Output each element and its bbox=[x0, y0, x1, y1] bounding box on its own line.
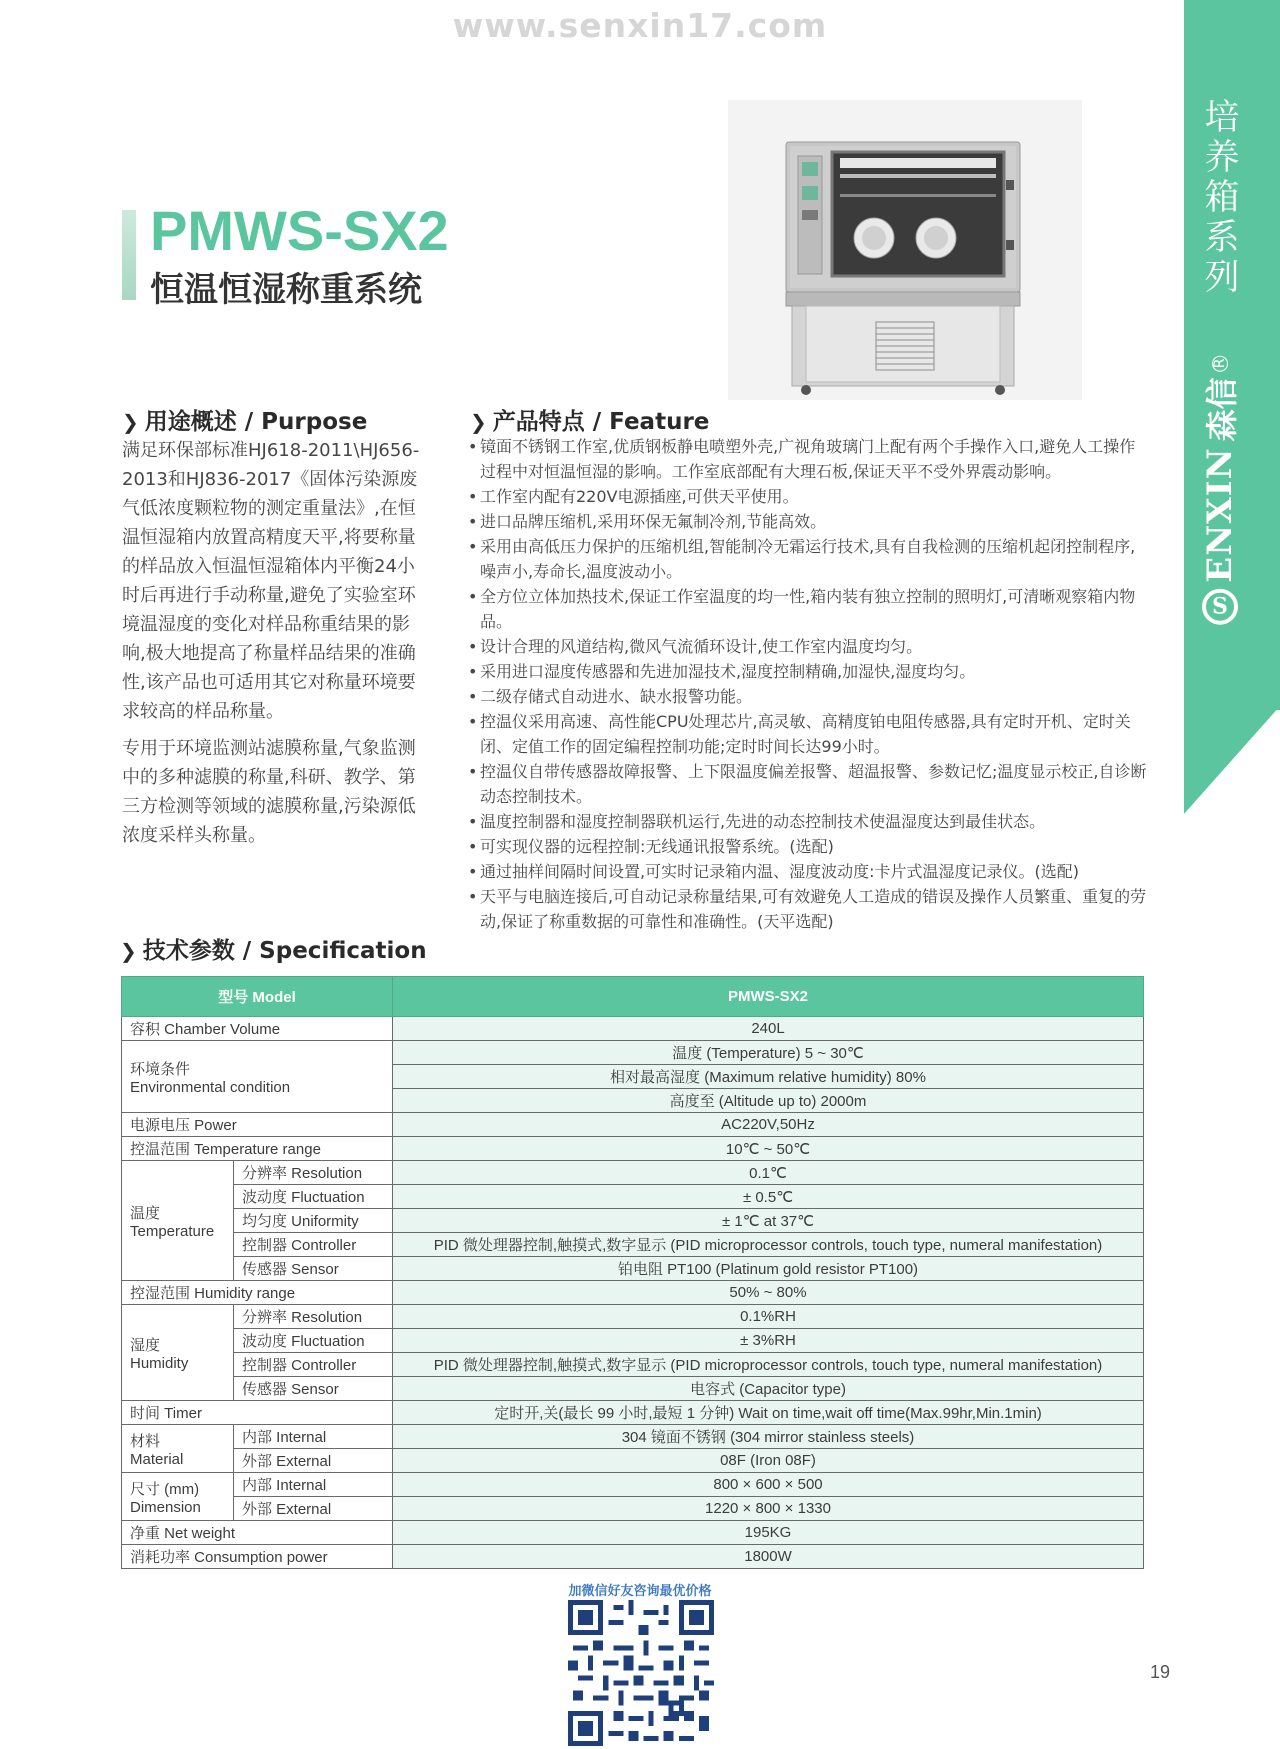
spec-value: ± 1℃ at 37℃ bbox=[393, 1209, 1144, 1233]
qr-code-icon[interactable] bbox=[568, 1600, 714, 1746]
spec-label: 控温范围 Temperature range bbox=[122, 1137, 393, 1161]
series-title-char: 列 bbox=[1204, 258, 1240, 298]
feature-item: • 可实现仪器的远程控制:无线通讯报警系统。(选配) bbox=[468, 834, 1148, 859]
spec-value: 50% ~ 80% bbox=[393, 1281, 1144, 1305]
spec-group-label-cn: 环境条件 bbox=[130, 1060, 191, 1078]
spec-label: 净重 Net weight bbox=[122, 1521, 393, 1545]
spec-value: 0.1%RH bbox=[393, 1305, 1144, 1329]
spec-label: 控湿范围 Humidity range bbox=[122, 1281, 393, 1305]
product-image bbox=[728, 100, 1082, 400]
table-row bbox=[122, 1041, 1144, 1065]
series-title-char: 箱 bbox=[1204, 178, 1240, 218]
spec-value: ± 0.5℃ bbox=[393, 1185, 1144, 1209]
series-title-char: 系 bbox=[1204, 218, 1240, 258]
spec-value: 定时开,关(最长 99 小时,最短 1 分钟) Wait on time,wait off time(Max.99hr,Min.1min) bbox=[393, 1401, 1144, 1425]
feature-item: • 天平与电脑连接后,可自动记录称量结果,可有效避免人工造成的错误及操作人员繁重、重复的劳动,保证了称重数据的可靠性和准确性。(天平选配) bbox=[468, 884, 1148, 934]
spec-value: 304 镜面不锈钢 (304 mirror stainless steels) bbox=[393, 1425, 1144, 1449]
table-row bbox=[122, 1017, 1144, 1041]
spec-heading-text: 技术参数 / Specification bbox=[142, 938, 427, 964]
feature-item: • 控温仪自带传感器故障报警、上下限温度偏差报警、超温报警、参数记忆;温度显示校正,自诊断动态控制技术。 bbox=[468, 759, 1148, 809]
spec-header-model-label: 型号 Model bbox=[122, 977, 393, 1017]
spec-label: 电源电压 Power bbox=[122, 1113, 393, 1137]
spec-heading bbox=[120, 932, 427, 965]
spec-group-label-en: Material bbox=[130, 1450, 184, 1468]
spec-label: 时间 Timer bbox=[122, 1401, 393, 1425]
purpose-paragraph: 专用于环境监测站滤膜称量,气象监测中的多种滤膜的称量,科研、教学、第三方检测等领域的滤膜称量,污染源低浓度采样头称量。 bbox=[122, 738, 416, 846]
spec-sublabel: 内部 Internal bbox=[234, 1425, 393, 1449]
purpose-heading-text: 用途概述 / Purpose bbox=[144, 409, 368, 435]
feature-item: • 镜面不锈钢工作室,优质钢板静电喷塑外壳,广视角玻璃门上配有两个手操作入口,避免人工操作过程中对恒温恒湿的影响。工作室底部配有大理石板,保证天平不受外界震动影响。 bbox=[468, 434, 1148, 484]
spec-sublabel: 控制器 Controller bbox=[234, 1353, 393, 1377]
spec-group-label-en: Humidity bbox=[130, 1354, 189, 1372]
table-row bbox=[122, 1401, 1144, 1425]
spec-value: PID 微处理器控制,触摸式,数字显示 (PID microprocessor controls, touch type, numeral manifestation) bbox=[393, 1353, 1144, 1377]
feature-item: • 全方位立体加热技术,保证工作室温度的均一性,箱内装有独立控制的照明灯,可清晰观察箱内物品。 bbox=[468, 584, 1148, 634]
table-row bbox=[122, 1497, 1144, 1521]
model-title: PMWS-SX2 bbox=[150, 199, 449, 262]
spec-label: 消耗功率 Consumption power bbox=[122, 1545, 393, 1569]
chamber-illustration bbox=[728, 100, 1082, 400]
table-row bbox=[122, 1425, 1144, 1449]
spec-value: 0.1℃ bbox=[393, 1161, 1144, 1185]
series-title-char: 培 bbox=[1204, 98, 1240, 138]
spec-sublabel: 外部 External bbox=[234, 1449, 393, 1473]
brand-logo-icon: S bbox=[1202, 589, 1238, 625]
table-row bbox=[122, 1113, 1144, 1137]
table-row bbox=[122, 1233, 1144, 1257]
product-name: 恒温恒湿称重系统 bbox=[150, 270, 422, 310]
spec-value: 铂电阻 PT100 (Platinum gold resistor PT100) bbox=[393, 1257, 1144, 1281]
table-row bbox=[122, 1521, 1144, 1545]
spec-group-label-en: Environmental condition bbox=[130, 1078, 291, 1096]
spec-group-label bbox=[122, 1425, 234, 1473]
spec-value: 1220 × 800 × 1330 bbox=[393, 1497, 1144, 1521]
spec-group-label bbox=[122, 1473, 234, 1521]
title-accent-bar bbox=[122, 210, 136, 300]
spec-value: 温度 (Temperature) 5 ~ 30℃ bbox=[393, 1041, 1144, 1065]
watermark: www.senxin17.com bbox=[452, 6, 828, 45]
spec-group-label bbox=[122, 1161, 234, 1281]
spec-value: 800 × 600 × 500 bbox=[393, 1473, 1144, 1497]
brand-vertical bbox=[1196, 350, 1244, 630]
spec-group-label bbox=[122, 1041, 393, 1113]
purpose-body bbox=[122, 436, 428, 858]
table-row bbox=[122, 1353, 1144, 1377]
feature-item: • 采用进口湿度传感器和先进加湿技术,湿度控制精确,加湿快,湿度均匀。 bbox=[468, 659, 1148, 684]
feature-heading bbox=[470, 403, 709, 436]
spec-value: 相对最高湿度 (Maximum relative humidity) 80% bbox=[393, 1065, 1144, 1089]
table-row bbox=[122, 1185, 1144, 1209]
spec-value: 08F (Iron 08F) bbox=[393, 1449, 1144, 1473]
brand-chinese: 森信 bbox=[1203, 377, 1241, 442]
spec-sublabel: 内部 Internal bbox=[234, 1473, 393, 1497]
qr-code-graphic bbox=[568, 1600, 714, 1746]
chevron-right-icon: ❯ bbox=[120, 939, 137, 963]
spec-group-label-cn: 湿度 bbox=[130, 1336, 161, 1354]
spec-group-label-cn: 温度 bbox=[130, 1204, 161, 1222]
purpose-heading bbox=[122, 403, 367, 436]
spec-sublabel: 传感器 Sensor bbox=[234, 1257, 393, 1281]
feature-heading-text: 产品特点 / Feature bbox=[492, 409, 710, 435]
spec-group-label bbox=[122, 1305, 234, 1401]
spec-header-model-value: PMWS-SX2 bbox=[393, 977, 1144, 1017]
spec-sublabel: 波动度 Fluctuation bbox=[234, 1185, 393, 1209]
chevron-right-icon: ❯ bbox=[122, 410, 139, 434]
page-number: 19 bbox=[1150, 1662, 1171, 1682]
spec-sublabel: 传感器 Sensor bbox=[234, 1377, 393, 1401]
series-title-char: 养 bbox=[1204, 138, 1240, 178]
spec-sublabel: 控制器 Controller bbox=[234, 1233, 393, 1257]
spec-value: 高度至 (Altitude up to) 2000m bbox=[393, 1089, 1144, 1113]
spec-label: 容积 Chamber Volume bbox=[122, 1017, 393, 1041]
spec-group-label-en: Temperature bbox=[130, 1222, 215, 1240]
spec-value: ± 3%RH bbox=[393, 1329, 1144, 1353]
feature-item: • 设计合理的风道结构,微风气流循环设计,使工作室内温度均匀。 bbox=[468, 634, 1148, 659]
feature-list bbox=[468, 434, 1148, 934]
spec-value: 195KG bbox=[393, 1521, 1144, 1545]
table-row bbox=[122, 1377, 1144, 1401]
spec-sublabel: 分辨率 Resolution bbox=[234, 1305, 393, 1329]
spec-sublabel: 分辨率 Resolution bbox=[234, 1161, 393, 1185]
purpose-paragraph: 满足环保部标准HJ618-2011\HJ656-2013和HJ836-2017《固体污染源废气低浓度颗粒物的测定重量法》,在恒温恒湿箱内放置高精度天平,将要称量的样品放入恒温恒湿箱体内平衡24小时后再进行手动称量,避免了实验室环境温湿度的变化对样品称重结果的影响,极大地提高了称量样品结果的准确性,该产品也可适用其它对称量环境要求较高的样品称量。 bbox=[122, 440, 420, 722]
spec-value: 电容式 (Capacitor type) bbox=[393, 1377, 1144, 1401]
table-row bbox=[122, 1449, 1144, 1473]
table-row bbox=[122, 1473, 1144, 1497]
registered-mark-icon: R bbox=[1212, 355, 1228, 371]
series-title bbox=[1200, 98, 1244, 298]
spec-value: 1800W bbox=[393, 1545, 1144, 1569]
table-row bbox=[122, 1281, 1144, 1305]
chevron-right-icon: ❯ bbox=[470, 410, 487, 434]
qr-caption: 加微信好友咨询最优价格 bbox=[568, 1584, 712, 1599]
spec-value: PID 微处理器控制,触摸式,数字显示 (PID microprocessor controls, touch type, numeral manifestation) bbox=[393, 1233, 1144, 1257]
spec-sublabel: 均匀度 Uniformity bbox=[234, 1209, 393, 1233]
table-row bbox=[122, 1137, 1144, 1161]
table-row bbox=[122, 1257, 1144, 1281]
feature-item: • 采用由高低压力保护的压缩机组,智能制冷无霜运行技术,具有自我检测的压缩机起闭控制程序,噪声小,寿命长,温度波动小。 bbox=[468, 534, 1148, 584]
feature-item: • 通过抽样间隔时间设置,可实时记录箱内温、湿度波动度:卡片式温湿度记录仪。(选配) bbox=[468, 859, 1148, 884]
feature-item: • 控温仪采用高速、高性能CPU处理芯片,高灵敏、高精度铂电阻传感器,具有定时开机、定时关闭、定值工作的固定编程控制功能;定时时间长达99小时。 bbox=[468, 709, 1148, 759]
table-row bbox=[122, 1209, 1144, 1233]
spec-sublabel: 波动度 Fluctuation bbox=[234, 1329, 393, 1353]
feature-item: • 温度控制器和湿度控制器联机运行,先进的动态控制技术使温湿度达到最佳状态。 bbox=[468, 809, 1148, 834]
table-row bbox=[122, 1161, 1144, 1185]
spec-value: 240L bbox=[393, 1017, 1144, 1041]
feature-item: • 工作室内配有220V电源插座,可供天平使用。 bbox=[468, 484, 1148, 509]
table-row bbox=[122, 1545, 1144, 1569]
spec-table bbox=[121, 976, 1144, 1569]
table-row bbox=[122, 1329, 1144, 1353]
spec-group-label-cn: 尺寸 (mm) bbox=[130, 1480, 200, 1498]
side-band-triangle bbox=[1184, 706, 1280, 814]
feature-item: • 二级存储式自动进水、缺水报警功能。 bbox=[468, 684, 1148, 709]
spec-sublabel: 外部 External bbox=[234, 1497, 393, 1521]
spec-group-label-en: Dimension bbox=[130, 1498, 201, 1516]
brand-latin: ENXIN bbox=[1200, 447, 1240, 583]
spec-value: AC220V,50Hz bbox=[393, 1113, 1144, 1137]
table-row bbox=[122, 1305, 1144, 1329]
spec-value: 10℃ ~ 50℃ bbox=[393, 1137, 1144, 1161]
spec-header-row bbox=[122, 977, 1144, 1017]
spec-group-label-cn: 材料 bbox=[130, 1432, 161, 1450]
feature-item: • 进口品牌压缩机,采用环保无氟制冷剂,节能高效。 bbox=[468, 509, 1148, 534]
